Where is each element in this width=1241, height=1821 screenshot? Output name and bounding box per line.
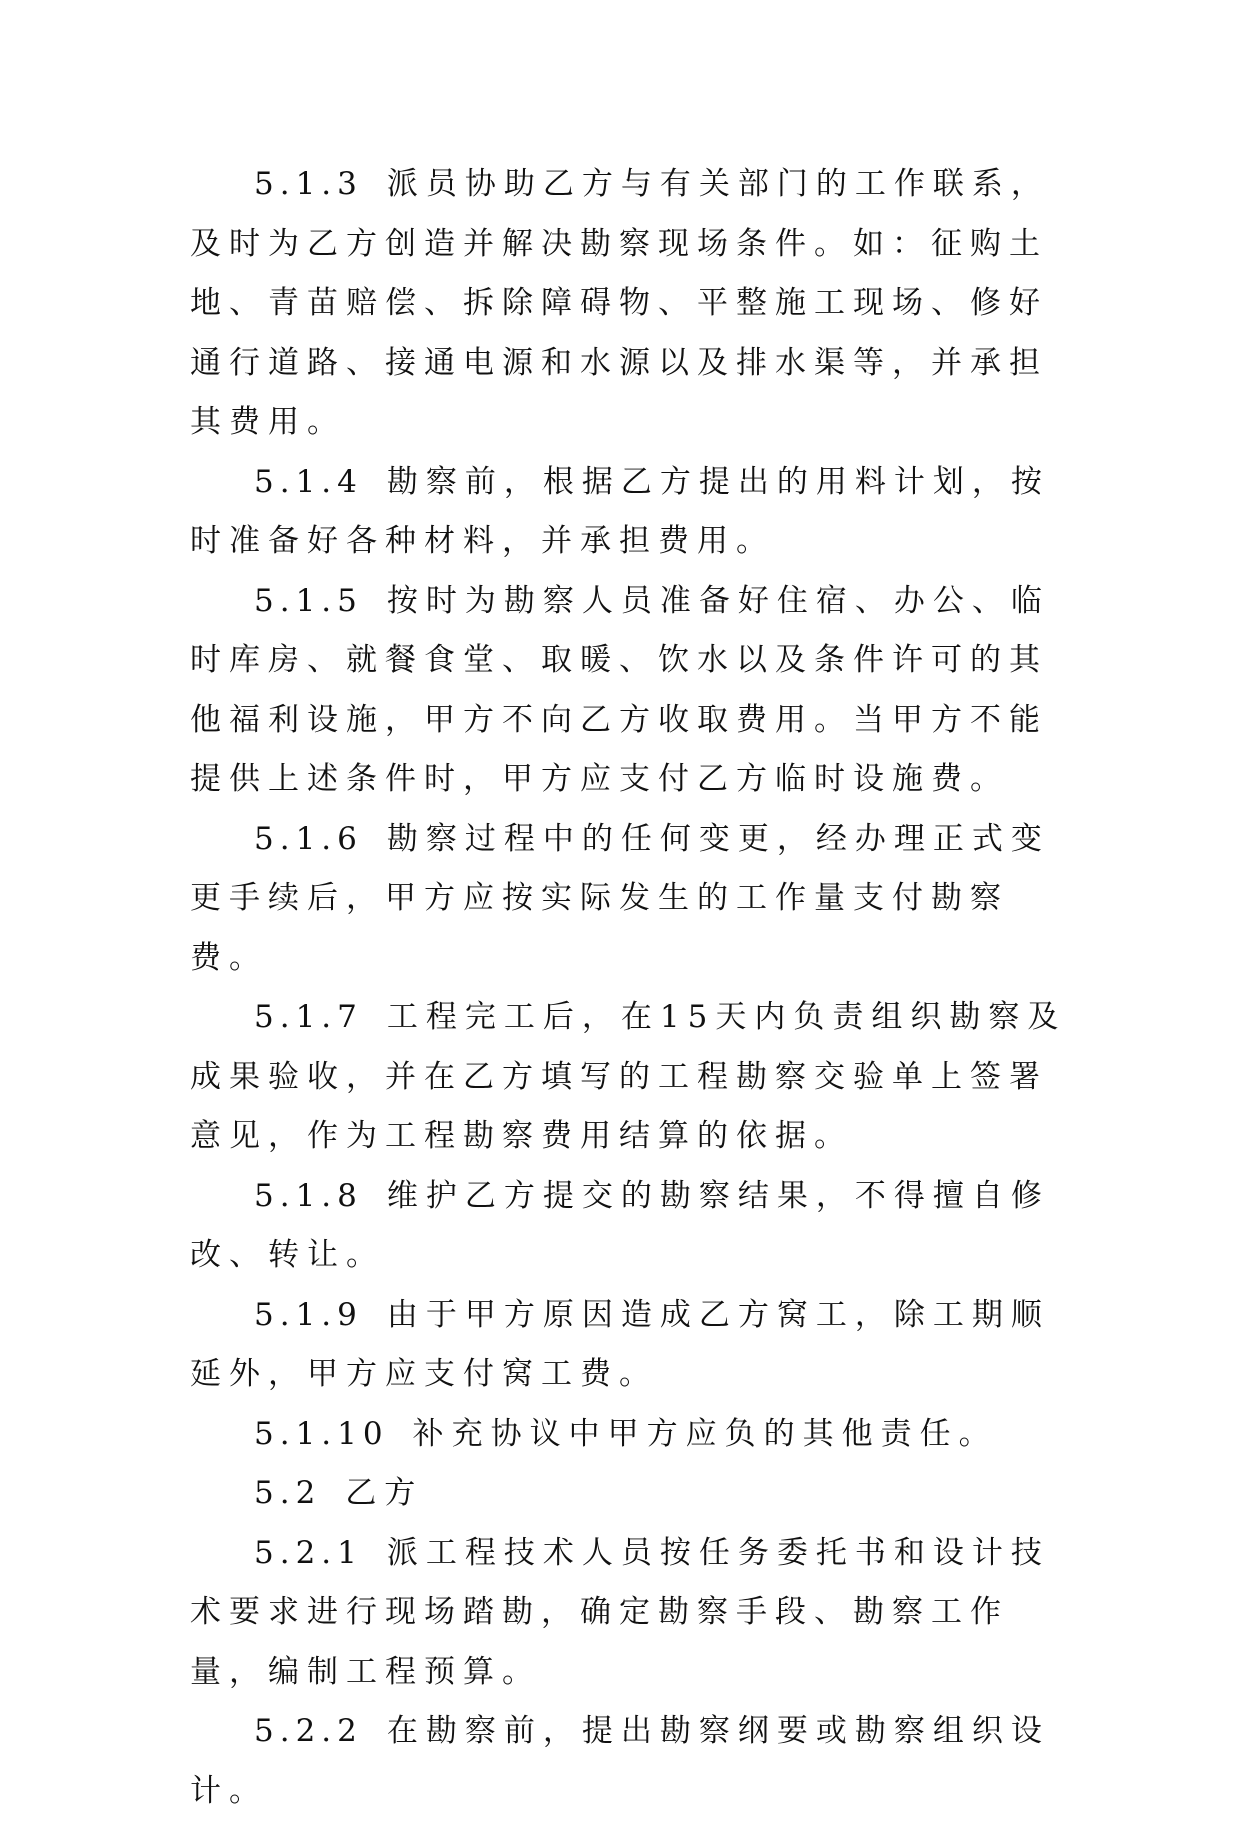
clause-text: 勘察过程中的任何变更，经办理正式变更手续后，甲方应按实际发生的工作量支付勘察费。 xyxy=(190,820,1050,976)
clause-text: 在勘察前，提出勘察纲要或勘察组织设计。 xyxy=(190,1713,1050,1809)
clause-5-2-2 xyxy=(190,1702,1070,1821)
clause-number: 5.1.7 xyxy=(254,999,363,1035)
clause-number: 5.2.1 xyxy=(254,1534,363,1571)
clause-5-2-1 xyxy=(190,1524,1070,1703)
clause-5-1-9 xyxy=(190,1286,1070,1405)
clause-number: 5.1.5 xyxy=(254,582,363,619)
clause-number: 5.2.2 xyxy=(254,1713,363,1749)
clause-text: 维护乙方提交的勘察结果，不得擅自修改、转让。 xyxy=(190,1177,1050,1273)
clause-number: 5.2 xyxy=(254,1475,322,1511)
clause-5-1-7 xyxy=(190,988,1070,1167)
clause-number: 5.1.4 xyxy=(254,463,363,500)
section-5-2-heading xyxy=(190,1464,1070,1524)
clause-text: 由于甲方原因造成乙方窝工，除工期顺延外，甲方应支付窝工费。 xyxy=(190,1296,1050,1392)
clause-number: 5.1.6 xyxy=(254,820,363,857)
document-body xyxy=(190,155,1070,1821)
clause-5-1-8 xyxy=(190,1167,1070,1286)
clause-5-1-5 xyxy=(190,572,1070,810)
clause-text: 派员协助乙方与有关部门的工作联系，及时为乙方创造并解决勘察现场条件。如：征购土地、青苗赔偿、拆除障碍物、平整施工现场、修好通行道路、接通电源和水源以及排水渠等，并承担其费用。 xyxy=(190,166,1050,440)
clause-text: 乙方 xyxy=(345,1475,424,1511)
clause-5-1-4 xyxy=(190,453,1070,572)
clause-text: 按时为勘察人员准备好住宿、办公、临时库房、就餐食堂、取暖、饮水以及条件许可的其他福利设施，甲方不向乙方收取费用。当甲方不能提供上述条件时，甲方应支付乙方临时设施费。 xyxy=(190,582,1050,797)
clause-text: 工程完工后，在15天内负责组织勘察及成果验收，并在乙方填写的工程勘察交验单上签署意见，作为工程勘察费用结算的依据。 xyxy=(190,999,1067,1154)
clause-number: 5.1.3 xyxy=(254,166,363,202)
clause-number: 5.1.8 xyxy=(254,1177,363,1214)
clause-number: 5.1.9 xyxy=(254,1296,363,1333)
clause-text: 补充协议中甲方应负的其他责任。 xyxy=(412,1415,998,1452)
clause-5-1-6 xyxy=(190,810,1070,989)
clause-number: 5.1.10 xyxy=(254,1415,389,1452)
clause-5-1-3 xyxy=(190,155,1070,453)
clause-text: 勘察前，根据乙方提出的用料计划，按时准备好各种材料，并承担费用。 xyxy=(190,463,1050,559)
clause-5-1-10 xyxy=(190,1405,1070,1465)
clause-text: 派工程技术人员按任务委托书和设计技术要求进行现场踏勘，确定勘察手段、勘察工作量，编制工程预算。 xyxy=(190,1534,1050,1690)
